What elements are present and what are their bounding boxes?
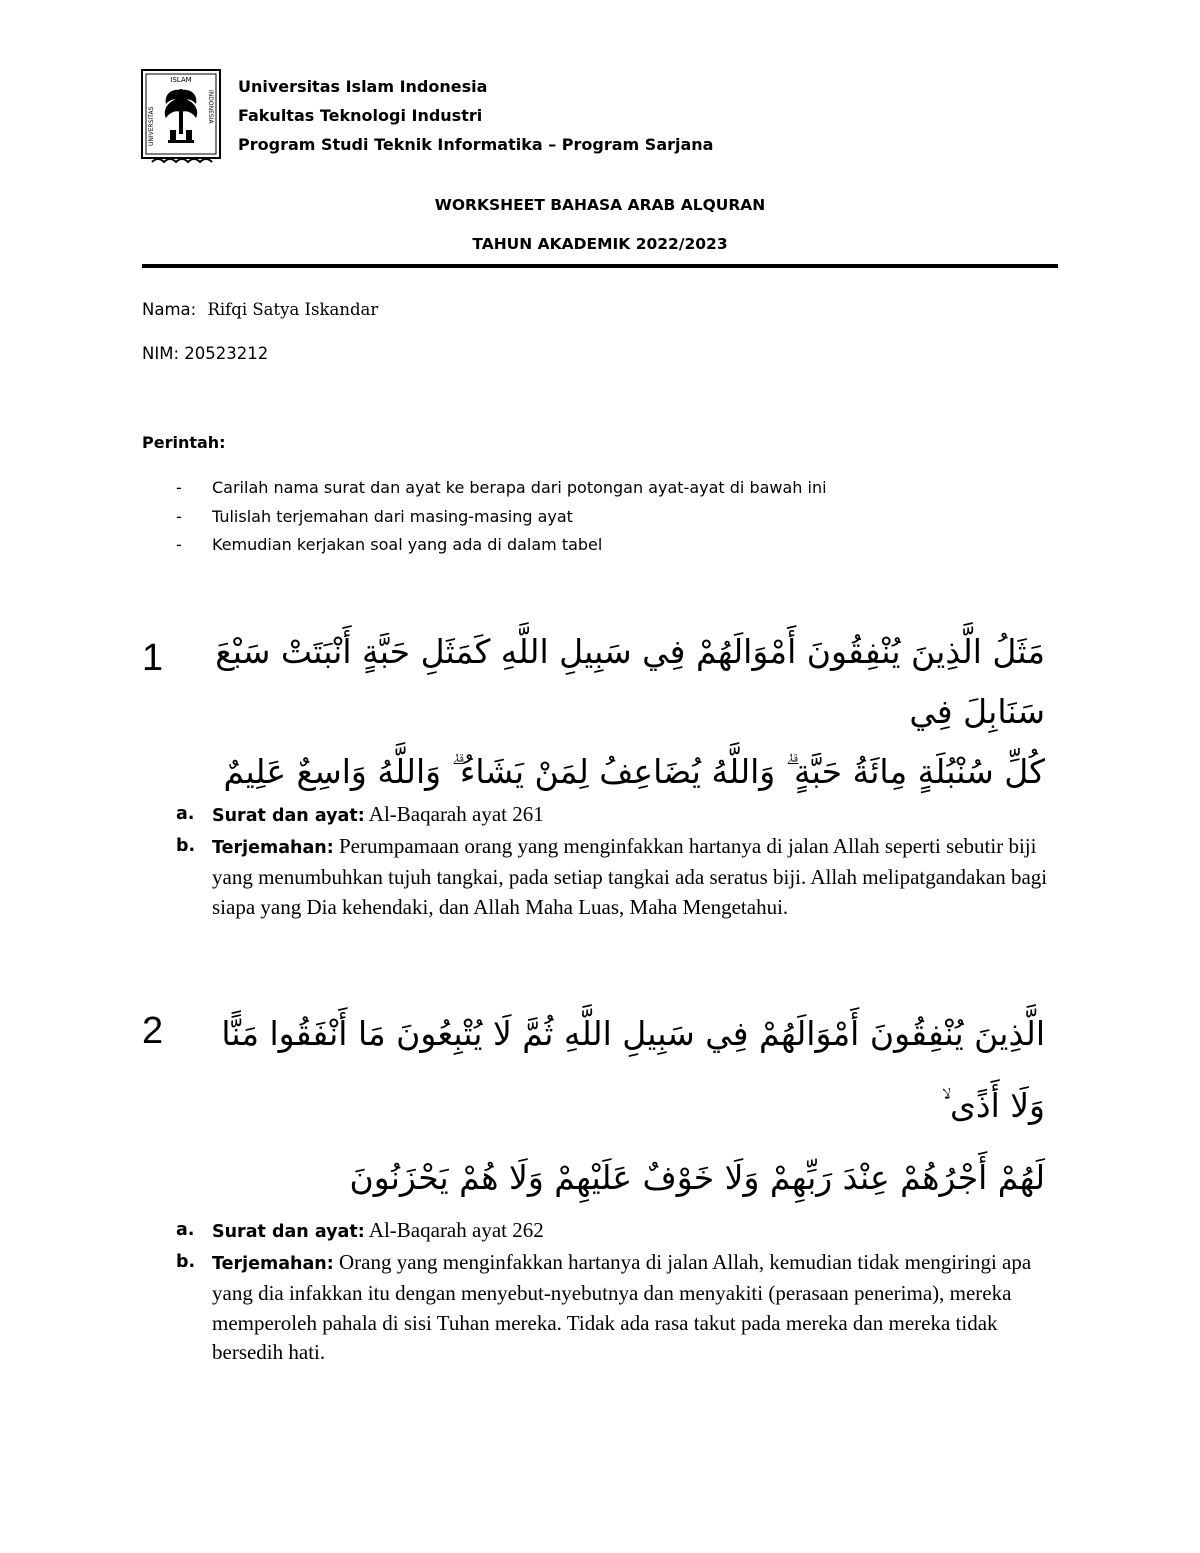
list-item: - Carilah nama surat dan ayat ke berapa dari potongan ayat-ayat di bawah ini — [176, 478, 827, 497]
answer-value: Orang yang menginfakkan hartanya di jalan Allah, kemudian tidak mengiringi apa yang dia infakkan itu dengan menyebut-nyebutnya dan menyakiti (perasaan penerima), mereka memperoleh pahala di sisi Tuhan mereka. Tidak ada rasa takut pada mereka dan mereka tidak bersedih hati. — [212, 1249, 1032, 1364]
question-number-2: 2 — [142, 1010, 164, 1052]
program-name: Program Studi Teknik Informatika – Program Sarjana — [238, 135, 714, 154]
list-item: - Kemudian kerjakan soal yang ada di dalam tabel — [176, 535, 603, 554]
institution-header — [238, 72, 713, 159]
university-name: Universitas Islam Indonesia — [238, 77, 488, 96]
arabic-verse-1 — [190, 622, 1045, 802]
answer-list-2 — [176, 1216, 1056, 1368]
name-label: Nama: — [142, 300, 197, 319]
student-nim-field — [142, 344, 268, 363]
answer-label: Surat dan ayat: — [212, 1222, 365, 1242]
university-logo — [140, 68, 222, 168]
student-name-field — [142, 300, 378, 319]
arabic-line: لَهُمْ أَجْرُهُمْ عِنْدَ رَبِّهِمْ وَلَا خَوْفٌ عَلَيْهِمْ وَلَا هُمْ يَحْزَنُونَ — [349, 1158, 1045, 1197]
nim-label: NIM: — [142, 344, 180, 363]
answer-surah: a. Surat dan ayat: Al-Baqarah ayat 262 — [176, 1218, 544, 1242]
arabic-verse-2 — [190, 998, 1045, 1214]
header-divider — [142, 264, 1058, 268]
name-value: Rifqi Satya Iskandar — [207, 300, 379, 319]
arabic-line: مَثَلُ الَّذِينَ يُنْفِقُونَ أَمْوَالَهُمْ فِي سَبِيلِ اللَّهِ كَمَثَلِ حَبَّةٍ أَنْبَتَتْ سَبْعَ سَنَابِلَ فِي — [215, 632, 1045, 731]
answer-value: Al-Baqarah ayat 262 — [368, 1218, 544, 1242]
answer-label: Terjemahan: — [212, 837, 334, 858]
logo-left-text: UNIVERSITAS — [148, 106, 155, 146]
logo-right-text: INDONESIA — [207, 90, 214, 124]
answer-translation: b. Terjemahan: Orang yang menginfakkan hartanya di jalan Allah, kemudian tidak mengiringi apa yang dia infakkan itu dengan menyebut-nyebutnya dan menyakiti (perasaan penerima), mereka memperoleh pahala di sisi Tuhan mereka. Tidak ada rasa takut pada mereka dan mereka tidak bersedih hati. — [176, 1249, 1032, 1364]
instructions-heading: Perintah: — [142, 433, 226, 452]
question-number-1: 1 — [142, 637, 164, 679]
answer-surah: a. Surat dan ayat: Al-Baqarah ayat 261 — [176, 802, 544, 826]
worksheet-title: WORKSHEET BAHASA ARAB ALQURAN — [434, 196, 766, 214]
logo-top-text: ISLAM — [170, 76, 192, 84]
instructions-list — [142, 474, 827, 560]
arabic-line: الَّذِينَ يُنْفِقُونَ أَمْوَالَهُمْ فِي سَبِيلِ اللَّهِ ثُمَّ لَا يُتْبِعُونَ مَا أَنْفَقُوا مَنًّا وَلَا أَذًى ۙ — [221, 1014, 1045, 1125]
nim-value: 20523212 — [184, 344, 269, 363]
answer-translation: b. Terjemahan: Perumpamaan orang yang menginfakkan hartanya di jalan Allah seperti sebutir biji yang menumbuhkan tujuh tangkai, pada setiap tangkai ada seratus biji. Allah melipatgandakan bagi siapa yang Dia kehendaki, dan Allah Maha Luas, Maha Mengetahui. — [176, 833, 1048, 919]
answer-value: Perumpamaan orang yang menginfakkan hartanya di jalan Allah seperti sebutir biji yang menumbuhkan tujuh tangkai, pada setiap tangkai ada seratus biji. Allah melipatgandakan bagi siapa yang Dia kehendaki, dan Allah Maha Luas, Maha Mengetahui. — [212, 833, 1048, 919]
answer-label: Terjemahan: — [212, 1253, 334, 1274]
arabic-line: كُلِّ سُنْبُلَةٍ مِائَةُ حَبَّةٍ ۗ وَاللَّهُ يُضَاعِفُ لِمَنْ يَشَاءُ ۗ وَاللَّهُ وَاسِعٌ عَلِيمٌ — [223, 752, 1045, 791]
faculty-name: Fakultas Teknologi Industri — [238, 106, 483, 125]
academic-year: TAHUN AKADEMIK 2022/2023 — [472, 235, 728, 253]
answer-value: Al-Baqarah ayat 261 — [368, 802, 544, 826]
answer-list-1 — [176, 800, 1056, 922]
answer-label: Surat dan ayat: — [212, 806, 365, 826]
list-item: - Tulislah terjemahan dari masing-masing ayat — [176, 506, 573, 526]
